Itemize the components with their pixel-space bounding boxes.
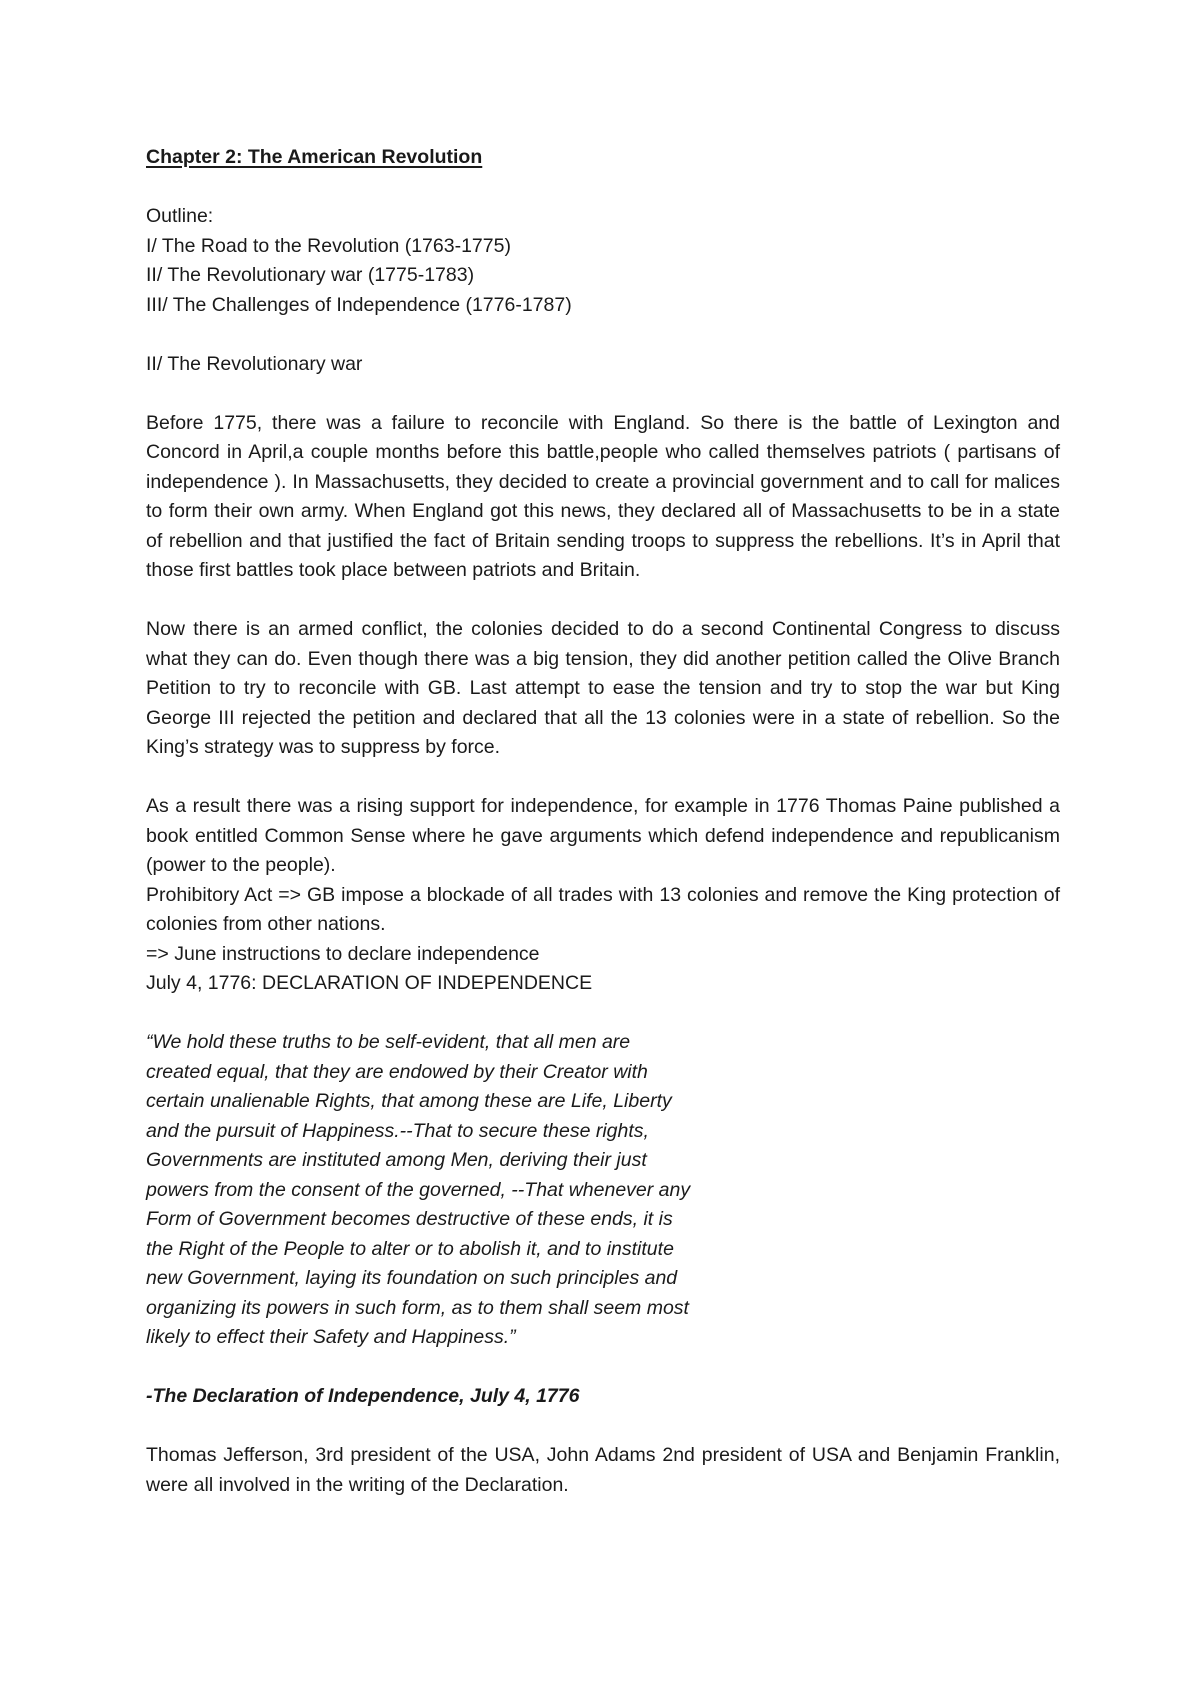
quote-line: likely to effect their Safety and Happiness.”	[146, 1326, 516, 1348]
quote-line: organizing its powers in such form, as to them shall seem most	[146, 1296, 689, 1319]
quote-line: the Right of the People to alter or to abolish it, and to institute	[146, 1237, 674, 1260]
declaration-line: July 4, 1776: DECLARATION OF INDEPENDENCE	[146, 972, 593, 994]
quote-line: and the pursuit of Happiness.--That to secure these rights,	[146, 1119, 649, 1142]
paragraph: Prohibitory Act => GB impose a blockade of all trades with 13 colonies and remove the King protection of colonies from other nations.	[146, 883, 1060, 935]
quote-line: certain unalienable Rights, that among these are Life, Liberty	[146, 1090, 672, 1112]
spacer	[146, 999, 1060, 1029]
declaration-quote	[146, 1028, 786, 1353]
document-page	[146, 143, 1060, 1500]
paragraph: Now there is an armed conflict, the colonies decided to do a second Continental Congress to discuss what they can do. Even though there was a big tension, they did another petition called the Olive Branch Petition to try to reconcile with GB. Last attempt to ease the tension and try to stop the war but King George III rejected the petition and declared that all the 13 colonies were in a state of rebellion. So the King’s strategy was to suppress by force.	[146, 618, 1060, 758]
quote-line: new Government, laying its foundation on such principles and	[146, 1267, 678, 1289]
outline-item: III/ The Challenges of Independence (1776-1787)	[146, 293, 572, 316]
paragraph: As a result there was a rising support for independence, for example in 1776 Thomas Paine published a book entitled Common Sense where he gave arguments which defend independence and republicanism (power to the people).	[146, 795, 1060, 876]
quote-line: powers from the consent of the governed, --That whenever any	[146, 1178, 691, 1201]
quote-line: created equal, that they are endowed by their Creator with	[146, 1060, 648, 1083]
quote-line: Governments are instituted among Men, deriving their just	[146, 1149, 647, 1171]
spacer	[146, 1353, 1060, 1383]
outline-label: Outline:	[146, 205, 214, 227]
closing-paragraph: Thomas Jefferson, 3rd president of the USA, John Adams 2nd president of USA and Benjamin Franklin, were all involved in the writing of the Declaration.	[146, 1444, 1060, 1496]
section-heading: II/ The Revolutionary war	[146, 352, 363, 375]
spacer	[146, 763, 1060, 793]
spacer	[146, 586, 1060, 616]
page-title: Chapter 2: The American Revolution	[146, 146, 483, 168]
spacer	[146, 379, 1060, 409]
june-line: => June instructions to declare independence	[146, 942, 540, 965]
spacer	[146, 320, 1060, 350]
paragraph: Before 1775, there was a failure to reconcile with England. So there is the battle of Lexington and Concord in April,a couple months before this battle,people who called themselves patriots ( partisans of independence ). In Massachusetts, they decided to create a provincial government and to call for malices to form their own army. When England got this news, they declared all of Massachusetts to be in a state of rebellion and that justified the fact of Britain sending troops to suppress the rebellions. It’s in April that those first battles took place between patriots and Britain.	[146, 411, 1060, 581]
quote-attribution: -The Declaration of Independence, July 4, 1776	[146, 1385, 580, 1407]
outline-item: II/ The Revolutionary war (1775-1783)	[146, 264, 475, 286]
outline-item: I/ The Road to the Revolution (1763-1775)	[146, 234, 511, 257]
quote-line: Form of Government becomes destructive of these ends, it is	[146, 1208, 673, 1230]
quote-line: “We hold these truths to be self-evident, that all men are	[146, 1031, 631, 1053]
spacer	[146, 1412, 1060, 1442]
